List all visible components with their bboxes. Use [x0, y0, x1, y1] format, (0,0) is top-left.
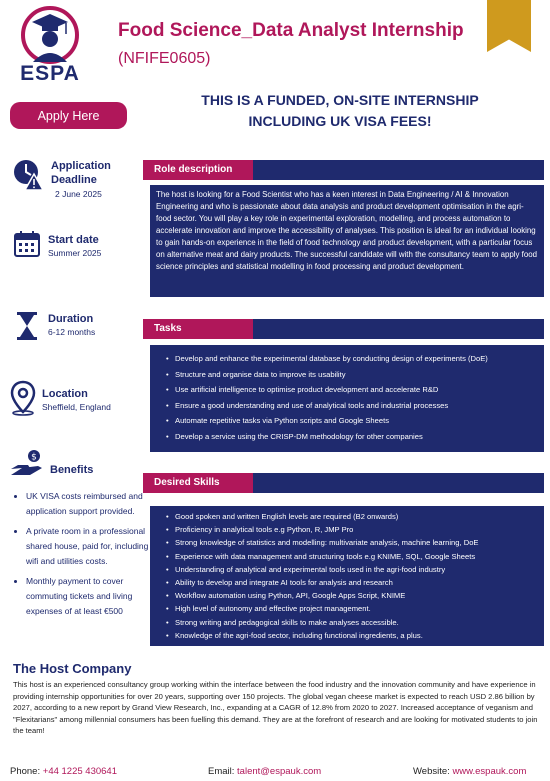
phone-link[interactable]: +44 1225 430641 [42, 766, 117, 777]
location-label: Location [42, 388, 88, 400]
tasks-heading: Tasks [143, 319, 253, 339]
skills-heading: Desired Skills [143, 473, 253, 493]
skill-item: • Good spoken and written English levels are required (B2 onwards) [168, 510, 538, 523]
tasks-header [143, 319, 544, 339]
graduate-logo-icon [8, 6, 92, 64]
benefit-item: • Monthly payment to cover commuting tickets and living expenses of at least €500 [26, 574, 156, 619]
skill-item: • Strong writing and pedagogical skills to make analyses accessible. [168, 616, 538, 629]
deadline-label-line-2: Deadline [51, 174, 97, 186]
task-item: • Develop a service using the CRISP-DM methodology for other companies [168, 429, 538, 445]
location-pin-icon [9, 380, 37, 416]
apply-button[interactable]: Apply Here [10, 102, 127, 129]
skill-item: • Knowledge of the agri-food sector, including functional ingredients, a plus. [168, 629, 538, 642]
duration-value: 6-12 months [48, 327, 96, 337]
tasks-list [158, 351, 538, 445]
role-description-text: The host is looking for a Food Scientist who has a keen interest in Data Engineering / AI & Innovation Engineering and who is passionate about data analysis and product development optimisation in the agri-food sector. You will play a key role in experimental exploration, modelling, and process automation to accelerate innovation and improve the accessibility of analyses. This position is ideal for an individual looking to gain hands-on experience in the field of food technology and product development, with a particular focus on alternative meat and dairy products. The successful candidate will with the consultancy team to apply food science principles and statistical modelling in food processing and product development. [150, 185, 544, 297]
bookmark-ribbon [487, 0, 531, 52]
skills-header [143, 473, 544, 493]
benefits-label: Benefits [50, 464, 94, 476]
host-company-heading: The Host Company [13, 661, 132, 676]
deadline-label [51, 159, 111, 187]
funded-line-1: THIS IS A FUNDED, ON-SITE INTERNSHIP [201, 92, 479, 108]
skill-item: • Understanding of analytical and experimental tools used in the agri-food industry [168, 563, 538, 576]
deadline-label-line-1: Application [51, 160, 111, 172]
skill-item: • Strong knowledge of statistics and modelling: multivariate analysis, machine learning, DoE [168, 536, 538, 549]
funded-line-2: INCLUDING UK VISA FEES! [248, 113, 432, 129]
footer-email [208, 766, 321, 777]
skill-item: • Proficiency in analytical tools e.g Python, R, JMP Pro [168, 523, 538, 536]
benefits-list [14, 489, 156, 624]
svg-text:$: $ [31, 452, 37, 463]
start-date-label: Start date [48, 234, 99, 246]
role-description-heading: Role description [143, 160, 253, 180]
skills-list [158, 510, 538, 642]
website-link[interactable]: www.espauk.com [452, 766, 527, 777]
task-item: • Structure and organise data to improve its usability [168, 367, 538, 383]
host-company-text: This host is an experienced consultancy group working within the interface between the food industry and the innovation community and have experience in providing internship opportunities for over 20 years, supporting over 150 projects. The global vegan cheese market is expected to reach USD 2.86 billion by 2027, according to a new report by Grand View Research, Inc., expanding at a CAGR of 12.8% from 2020 to 2027. Increased acceptance of veganism and "Flexitarians" among millennial consumers has been fuelling this demand. They are at the forefront of research and are looking for motivated students to join the team! [13, 680, 538, 735]
calendar-icon [13, 230, 41, 258]
skill-item: • Workflow automation using Python, API, Google Apps Script, KNIME [168, 589, 538, 602]
skill-item: • High level of autonomy and effective project management. [168, 602, 538, 615]
money-hand-icon [10, 449, 44, 477]
duration-label: Duration [48, 313, 94, 325]
benefit-item: • A private room in a professional shared house, paid for, including wifi and utilities costs. [26, 524, 156, 569]
tasks-panel [150, 345, 544, 452]
deadline-value: 2 June 2025 [55, 189, 102, 199]
footer-website [413, 766, 526, 777]
website-label: Website: [413, 766, 450, 777]
page-title: Food Science_Data Analyst Internship [118, 20, 464, 41]
hourglass-icon [16, 311, 38, 341]
internship-code: (NFIFE0605) [118, 50, 211, 67]
benefit-item: • UK VISA costs reimbursed and application support provided. [26, 489, 156, 519]
task-item: • Ensure a good understanding and use of analytical tools and industrial processes [168, 398, 538, 414]
email-label: Email: [208, 766, 235, 777]
role-description-header [143, 160, 544, 180]
phone-label: Phone: [10, 766, 41, 777]
clock-warning-icon [12, 158, 44, 192]
footer-phone [10, 766, 117, 777]
funded-banner [150, 90, 530, 132]
skill-item: • Experience with data management and structuring tools e.g KNIME, SQL, Google Sheets [168, 550, 538, 563]
skill-item: • Ability to develop and integrate AI tools for analysis and research [168, 576, 538, 589]
task-item: • Develop and enhance the experimental database by conducting design of experiments (DoE) [168, 351, 538, 367]
skills-panel [150, 506, 544, 646]
task-item: • Use artificial intelligence to optimise product development and accelerate R&D [168, 382, 538, 398]
location-value: Sheffield, England [42, 402, 111, 412]
task-item: • Automate repetitive tasks via Python scripts and Google Sheets [168, 413, 538, 429]
email-link[interactable]: talent@espauk.com [237, 766, 322, 777]
logo-text: ESPA [20, 62, 80, 85]
start-date-value: Summer 2025 [48, 248, 102, 258]
